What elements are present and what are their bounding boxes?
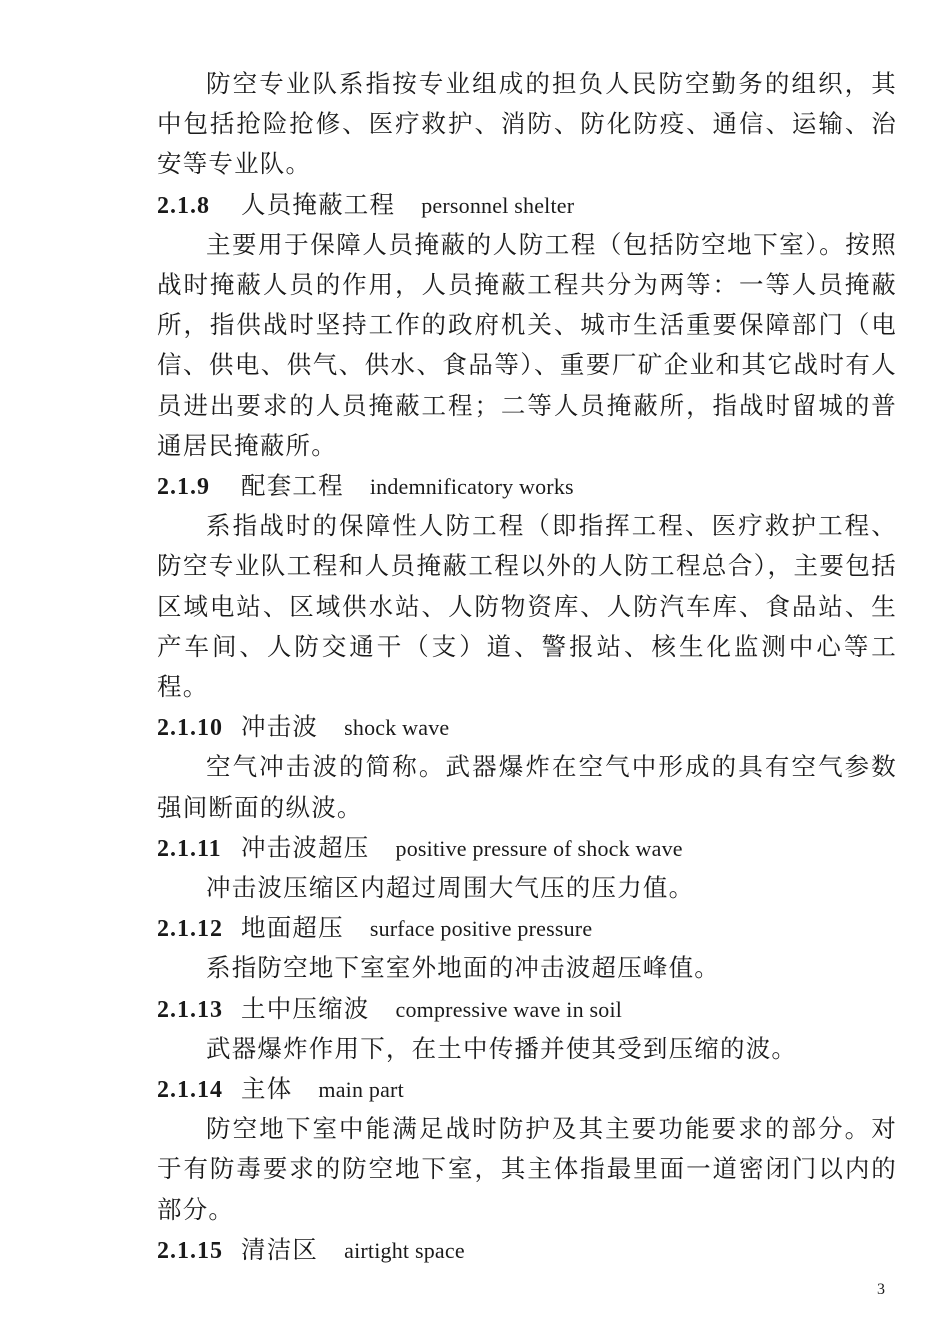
definition-2-1-11: 冲击波压缩区内超过周围大气压的压力值。 bbox=[206, 873, 695, 902]
definition-2-1-10: 空气冲击波的简称。武器爆炸在空气中形成的具有空气参数强间断面的纵波。 bbox=[157, 752, 897, 822]
term-english: personnel shelter bbox=[421, 192, 575, 218]
term-heading-2-1-15 bbox=[157, 1230, 897, 1270]
definition-2-1-12: 系指防空地下室室外地面的冲击波超压峰值。 bbox=[206, 953, 720, 983]
term-heading-2-1-9 bbox=[157, 466, 897, 506]
term-english: surface positive pressure bbox=[369, 916, 593, 942]
term-chinese: 冲击波超压 bbox=[241, 832, 370, 862]
term-english: compressive wave in soil bbox=[395, 996, 623, 1022]
definition-2-1-8: 主要用于保障人员掩蔽的人防工程（包括防空地下室）。按照战时掩蔽人员的作用，人员掩蔽工程共分为两等：一等人员掩蔽所，指供战时坚持工作的政府机关、城市生活重要保障部门（电信、供电、供气、供水、食品等）、重要厂矿企业和其它战时有人员进出要求的人员掩蔽工程；二等人员掩蔽所，指战时留城的普通居民掩蔽所。 bbox=[157, 229, 897, 460]
term-chinese: 土中压缩波 bbox=[241, 993, 370, 1023]
term-number: 2.1.10 bbox=[157, 715, 223, 742]
term-heading-2-1-14 bbox=[157, 1069, 897, 1109]
term-chinese: 清洁区 bbox=[241, 1234, 319, 1264]
page-content bbox=[157, 64, 897, 1270]
paragraph-air-defense-team: 防空专业队系指按专业组成的担负人民防空勤务的组织，其中包括抢险抢修、医疗救护、消防、防化防疫、通信、运输、治安等专业队。 bbox=[157, 69, 897, 179]
term-heading-2-1-13 bbox=[157, 989, 897, 1029]
page-number: 3 bbox=[877, 1281, 885, 1298]
definition-2-1-14: 防空地下室中能满足战时防护及其主要功能要求的部分。对于有防毒要求的防空地下室，其主体指最里面一道密闭门以内的部分。 bbox=[157, 1114, 897, 1224]
term-number: 2.1.12 bbox=[157, 916, 223, 943]
term-number: 2.1.14 bbox=[157, 1076, 223, 1103]
term-number: 2.1.13 bbox=[157, 996, 223, 1023]
term-english: airtight space bbox=[344, 1237, 465, 1263]
term-english: shock wave bbox=[344, 715, 450, 741]
term-chinese: 地面超压 bbox=[241, 913, 344, 943]
term-heading-2-1-10 bbox=[157, 707, 897, 747]
term-heading-2-1-8 bbox=[157, 185, 897, 225]
term-english: main part bbox=[318, 1076, 404, 1102]
definition-2-1-9: 系指战时的保障性人防工程（即指挥工程、医疗救护工程、防空专业队工程和人员掩蔽工程以外的人防工程总合），主要包括区域电站、区域供水站、人防物资库、人防汽车库、食品站、生产车间、人防交通干（支）道、警报站、核生化监测中心等工程。 bbox=[157, 511, 897, 702]
term-heading-2-1-12 bbox=[157, 908, 897, 948]
definition-2-1-13: 武器爆炸作用下，在土中传播并使其受到压缩的波。 bbox=[206, 1033, 798, 1063]
term-number: 2.1.8 bbox=[157, 192, 210, 219]
term-heading-2-1-11 bbox=[157, 828, 897, 868]
term-number: 2.1.11 bbox=[157, 835, 222, 862]
term-number: 2.1.15 bbox=[157, 1237, 223, 1264]
term-chinese: 冲击波 bbox=[241, 712, 319, 742]
term-chinese: 人员掩蔽工程 bbox=[241, 189, 396, 219]
term-chinese: 主体 bbox=[241, 1073, 293, 1103]
term-english: positive pressure of shock wave bbox=[395, 835, 683, 861]
term-number: 2.1.9 bbox=[157, 474, 210, 501]
term-english: indemnificatory works bbox=[369, 474, 574, 500]
term-chinese: 配套工程 bbox=[241, 471, 344, 501]
